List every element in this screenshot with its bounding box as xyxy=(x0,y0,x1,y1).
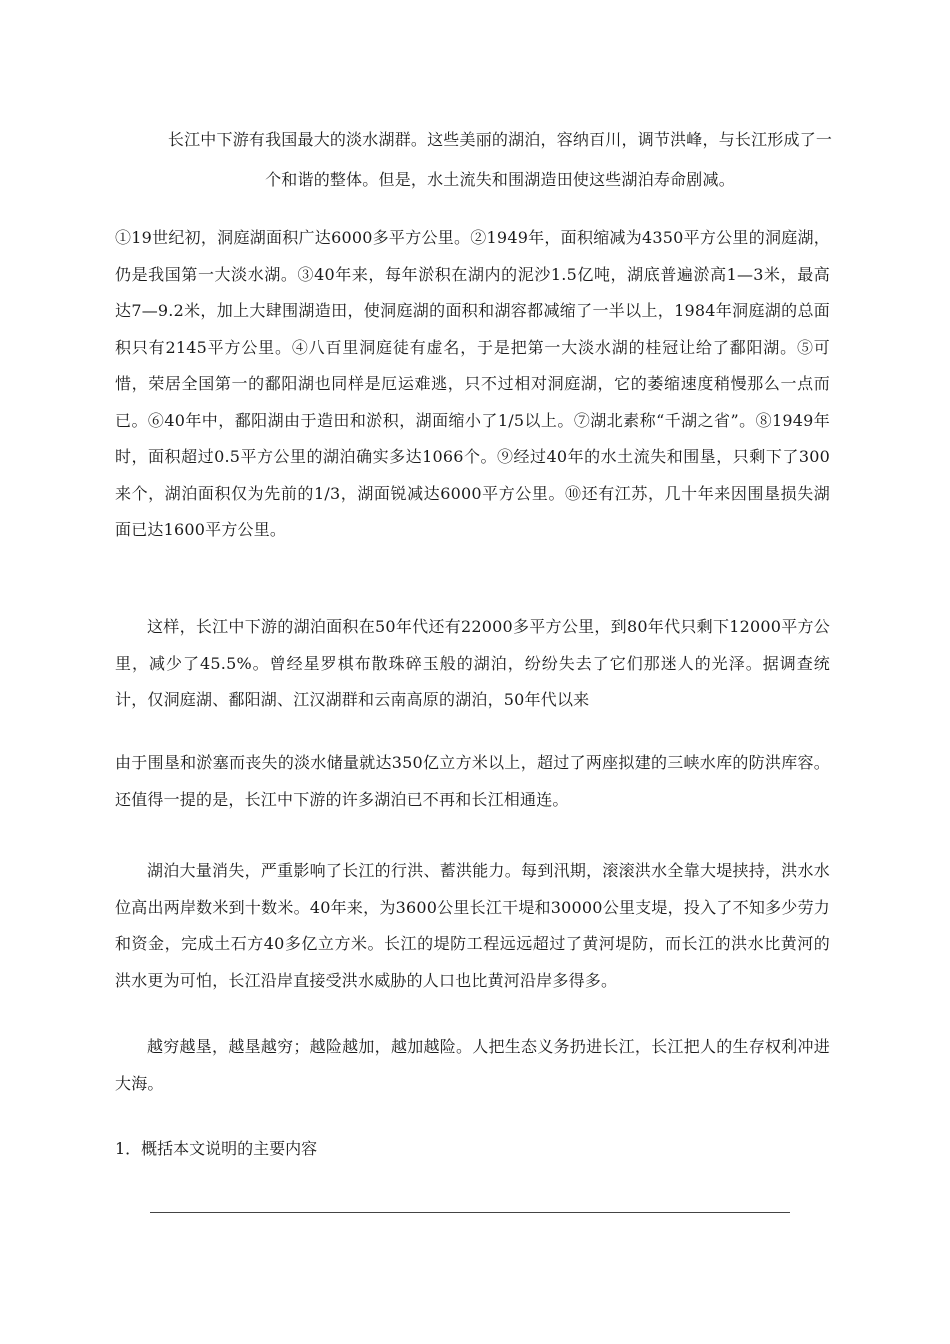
paragraph-area-reduction: 这样，长江中下游的湖泊面积在50年代还有22000多平方公里，到80年代只剩下12000平方公里，减少了45.5%。曾经星罗棋布散珠碎玉般的湖泊，纷纷失去了它们那迷人的光泽。据调查统计，仅洞庭湖、鄱阳湖、江汉湖群和云南高原的湖泊，50年代以来 xyxy=(115,617,830,709)
paragraph-flood-impact: 湖泊大量消失，严重影响了长江的行洪、蓄洪能力。每到汛期，滚滚洪水全靠大堤挟持，洪水水位高出两岸数米到十数米。40年来，为3600公里长江干堤和30000公里支堤，投入了不知多少劳力和资金，完成土石方40多亿立方米。长江的堤防工程远远超过了黄河堤防，而长江的洪水比黄河的洪水更为可怕，长江沿岸直接受洪水威胁的人口也比黄河沿岸多得多。 xyxy=(115,861,830,990)
paragraph-conclusion: 越穷越垦，越垦越穷；越险越加，越加越险。人把生态义务扔进长江，长江把人的生存权利冲进大海。 xyxy=(115,1037,830,1093)
paragraph-water-storage: 由于围垦和淤塞而丧失的淡水储量就达350亿立方米以上，超过了两座拟建的三峡水库的防洪库容。还值得一提的是，长江中下游的许多湖泊已不再和长江相通连。 xyxy=(115,753,830,809)
paragraph-lake-history: ①19世纪初，洞庭湖面积广达6000多平方公里。②1949年，面积缩减为4350平方公里的洞庭湖，仍是我国第一大淡水湖。③40年来，每年淤积在湖内的泥沙1.5亿吨，湖底普遍淤高1—3米，最高达7—9.2米，加上大肆围湖造田，使洞庭湖的面积和湖容都减缩了一半以上，1984年洞庭湖的总面积只有2145平方公里。④八百里洞庭徒有虚名，于是把第一大淡水湖的桂冠让给了鄱阳湖。⑤可惜，荣居全国第一的鄱阳湖也同样是厄运难逃，只不过相对洞庭湖，它的萎缩速度稍慢那么一点而已。⑥40年中，鄱阳湖由于造田和淤积，湖面缩小了1/5以上。⑦湖北素称“千湖之省”。⑧1949年时，面积超过0.5平方公里的湖泊确实多达1066个。⑨经过40年的水土流失和围垦，只剩下了300来个，湖泊面积仅为先前的1/3，湖面锐减达6000平方公里。⑩还有江苏，几十年来因围垦损失湖面已达1600平方公里。 xyxy=(115,228,830,539)
intro-paragraph: 长江中下游有我国最大的淡水湖群。这些美丽的湖泊，容纳百川，调节洪峰，与长江形成了一个和谐的整体。但是，水土流失和围湖造田使这些湖泊寿命剧减。 xyxy=(167,130,833,189)
answer-line[interactable] xyxy=(150,1212,790,1213)
question-1: 1．概括本文说明的主要内容 xyxy=(115,1139,318,1158)
